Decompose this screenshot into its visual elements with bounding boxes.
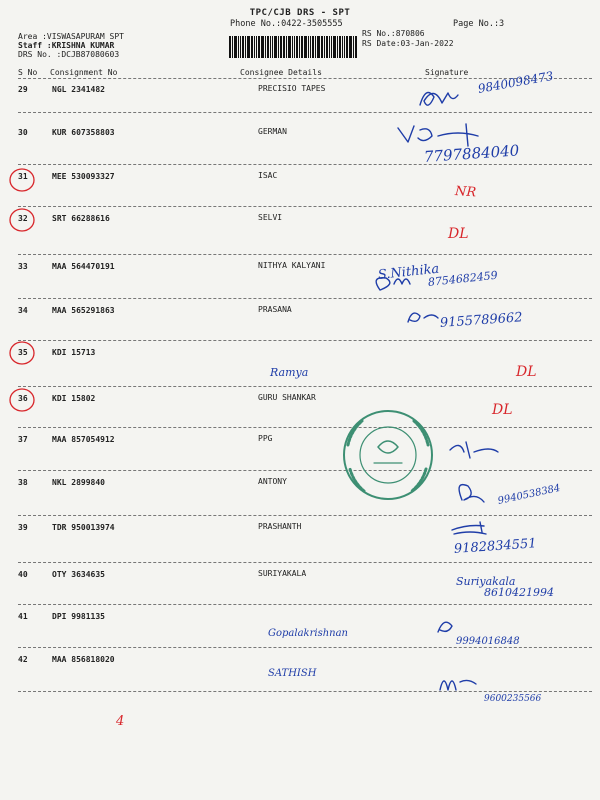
signature-34	[408, 313, 438, 322]
staff-label: Staff :KRISHNA KUMAR	[18, 41, 115, 50]
row-consignee: PRASHANTH	[258, 522, 302, 531]
signature-37	[450, 442, 498, 458]
row-consignment: MEE 530093327	[52, 172, 115, 181]
page-number: Page No.:3	[453, 19, 505, 29]
row-sno: 33	[18, 262, 28, 271]
status-mark-32: DL	[448, 226, 469, 242]
row-sno: 29	[18, 85, 28, 94]
row-sno: 32	[18, 214, 28, 223]
row-consignee: ANTONY	[258, 477, 287, 486]
status-mark-36: DL	[492, 402, 513, 418]
green-stamp	[338, 405, 438, 505]
row-consignment: DPI 9981135	[52, 612, 105, 621]
phone-note-40: 8610421994	[484, 586, 554, 599]
signature-29	[420, 93, 458, 106]
row-sno: 37	[18, 435, 28, 444]
area-label: Area :VISWASAPURAM SPT	[18, 32, 124, 41]
name-note-41: Gopalakrishnan	[268, 628, 348, 639]
row-consignment: NGL 2341482	[52, 85, 105, 94]
status-mark-35: DL	[516, 364, 537, 380]
row-consignment: MAA 856818020	[52, 655, 115, 664]
row-consignment: KDI 15713	[52, 348, 96, 357]
phone-note-34: 9155789662	[439, 310, 524, 331]
signature-30	[398, 124, 478, 146]
name-note-35: Ramya	[270, 366, 309, 379]
row-sno: 36	[18, 394, 28, 403]
drs-number: DRS No. :DCJB87080603	[18, 50, 120, 59]
row-consignment: MAA 565291863	[52, 306, 115, 315]
row-sno: 39	[18, 523, 28, 532]
row-consignee: SELVI	[258, 213, 283, 222]
row-consignment: MAA 564470191	[52, 262, 115, 271]
row-sno: 40	[18, 570, 28, 579]
row-sno: 35	[18, 348, 28, 357]
row-sno: 41	[18, 612, 28, 621]
row-consignee: GERMAN	[258, 127, 287, 136]
row-sno: 30	[18, 128, 28, 137]
row-consignee: PPG	[258, 434, 273, 443]
phone-number: Phone No.:0422-3505555	[230, 19, 343, 29]
phone-note-29: 9840098473	[476, 68, 555, 96]
signature-39	[452, 522, 486, 534]
signature-41	[438, 622, 452, 632]
name-note-42: SATHISH	[268, 668, 317, 679]
signature-42	[440, 680, 476, 690]
footer-mark: 4	[116, 714, 125, 729]
phone-note-42: 9600235566	[484, 694, 542, 704]
row-consignment: KUR 607358803	[52, 128, 115, 137]
col-signature: Signature	[425, 68, 469, 77]
row-consignment: TDR 950013974	[52, 523, 115, 532]
name-note-40: Suriyakala	[456, 575, 516, 588]
row-consignee: SURIYAKALA	[258, 569, 307, 578]
row-consignment: OTY 3634635	[52, 570, 105, 579]
row-consignment: KDI 15802	[52, 394, 96, 403]
col-consignment: Consignment No	[50, 68, 118, 77]
phone-note-30: 7797884040	[423, 141, 520, 166]
phone-note-38: 9940538384	[496, 482, 562, 507]
row-consignee: PRECISIO TAPES	[258, 84, 326, 93]
row-sno: 34	[18, 306, 28, 315]
status-mark-31: NR	[454, 184, 477, 201]
rs-number: RS No.:870806	[362, 29, 425, 38]
phone-note-39: 9182834551	[453, 536, 538, 557]
row-sno: 31	[18, 172, 28, 181]
row-consignee: GURU SHANKAR	[258, 393, 316, 402]
row-consignment: NKL 2899840	[52, 478, 105, 487]
row-consignment: SRT 66288616	[52, 214, 110, 223]
row-sno: 42	[18, 655, 28, 664]
document-title: TPC/CJB DRS - SPT	[249, 8, 351, 18]
row-consignee: NITHYA KALYANI	[258, 261, 326, 270]
rs-date: RS Date:03-Jan-2022	[362, 39, 454, 48]
row-consignee: ISAC	[258, 171, 278, 180]
col-consignee: Consignee Details	[240, 68, 322, 77]
col-sno: S No	[18, 68, 38, 77]
phone-note-33: 8754682459	[427, 268, 499, 289]
row-sno: 38	[18, 478, 28, 487]
signature-38	[459, 485, 484, 502]
row-consignee: PRASANA	[258, 305, 292, 314]
row-consignment: MAA 857054912	[52, 435, 115, 444]
name-note-33: S.Nithika	[377, 261, 440, 283]
phone-note-41: 9994016848	[456, 636, 520, 647]
